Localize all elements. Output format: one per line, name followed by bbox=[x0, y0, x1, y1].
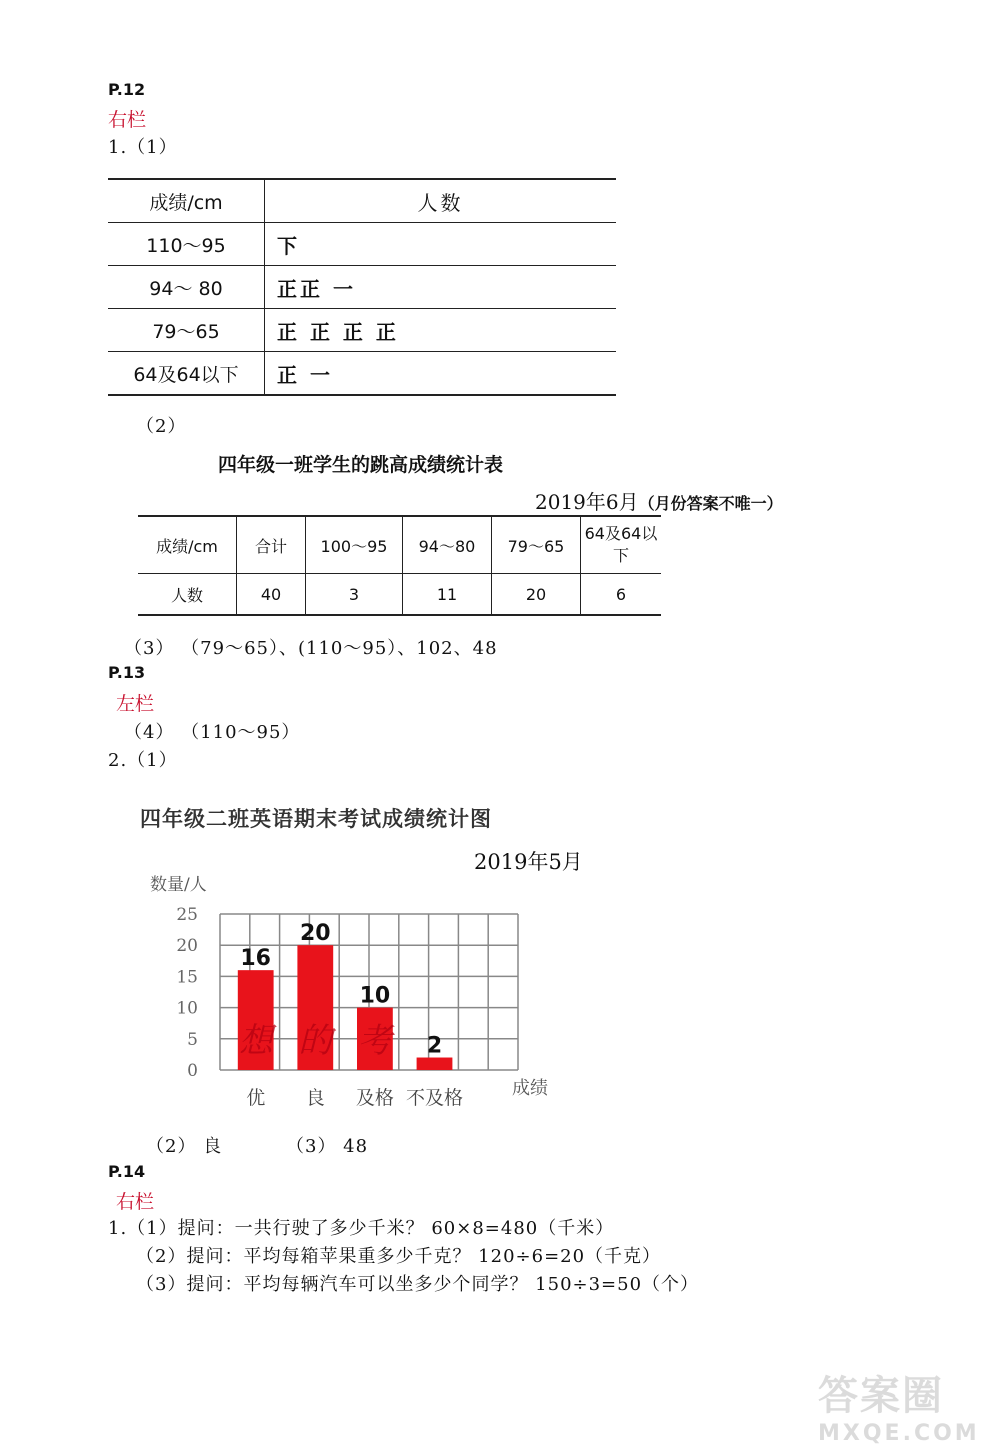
page-label-p13: P.13 bbox=[108, 663, 146, 682]
handwriting-mark: 的 bbox=[298, 1021, 333, 1061]
stat-header-cell: 79～65 bbox=[492, 516, 581, 574]
stat-value-cell: 40 bbox=[237, 574, 306, 616]
y-tick-label: 0 bbox=[187, 1061, 198, 1081]
tally-range: 79～65 bbox=[152, 320, 220, 343]
tally-marks: 正 一 bbox=[264, 352, 616, 394]
tally-row bbox=[108, 266, 616, 309]
stat-value-cell: 11 bbox=[403, 574, 492, 616]
stat-value-cell: 20 bbox=[492, 574, 581, 616]
watermark-logo bbox=[818, 1364, 990, 1448]
chart-y-ticks bbox=[176, 905, 198, 1081]
chart-bars bbox=[238, 921, 453, 1070]
stat-date-text: 2019年6月 bbox=[535, 490, 639, 514]
tally-header-count: 人数 bbox=[264, 180, 616, 222]
page-label-p12: P.12 bbox=[108, 80, 146, 99]
answer-line-3: （3）提问：平均每辆汽车可以坐多少个同学？ 150÷3=50（个） bbox=[136, 1274, 700, 1295]
chart-y-label: 数量/人 bbox=[150, 875, 207, 895]
tally-marks: 下 bbox=[264, 223, 616, 265]
stat-header-cell: 合计 bbox=[237, 516, 306, 574]
stat-table-date bbox=[535, 486, 783, 515]
answer-line-2: （2）提问：平均每箱苹果重多少千克？ 120÷6=20（千克） bbox=[136, 1246, 662, 1267]
stat-table-title: 四年级一班学生的跳高成绩统计表 bbox=[218, 454, 504, 476]
chart-x-label: 成绩 bbox=[512, 1078, 548, 1099]
stat-row-label: 人数 bbox=[138, 574, 237, 616]
chart-date: 2019年5月 bbox=[474, 850, 583, 874]
bar-value-label: 16 bbox=[240, 946, 272, 972]
stat-table bbox=[138, 515, 661, 616]
question-2-2: （2） 良 bbox=[146, 1136, 223, 1157]
page-label-p14: P.14 bbox=[108, 1162, 146, 1181]
bar-chart bbox=[140, 872, 580, 1122]
tally-range: 110～95 bbox=[146, 234, 226, 257]
tally-row bbox=[108, 352, 616, 396]
bar-value-label: 10 bbox=[359, 983, 391, 1009]
watermark-text: 答案圈 bbox=[818, 1373, 944, 1419]
chart-title: 四年级二班英语期末考试成绩统计图 bbox=[140, 807, 492, 831]
tally-header-row bbox=[108, 178, 616, 223]
question-1-4: （4） （110～95） bbox=[124, 722, 301, 743]
column-label-right-p14: 右栏 bbox=[116, 1191, 155, 1213]
chart-x-categories bbox=[246, 1087, 463, 1109]
tally-header-score: 成绩/cm bbox=[149, 191, 223, 214]
tally-range: 94～ 80 bbox=[149, 277, 223, 300]
stat-date-note: （月份答案不唯一） bbox=[638, 494, 783, 513]
question-2-1: 2.（1） bbox=[108, 750, 178, 771]
stat-header-cell: 成绩/cm bbox=[138, 516, 237, 574]
handwriting-mark: 考 bbox=[357, 1021, 392, 1061]
bar bbox=[417, 1058, 453, 1070]
tally-row bbox=[108, 309, 616, 352]
handwriting-mark: 想 bbox=[238, 1021, 273, 1061]
question-1-3: （3） （79～65）、(110～95）、102、48 bbox=[124, 638, 498, 659]
x-category-label: 优 bbox=[246, 1087, 266, 1109]
y-tick-label: 5 bbox=[187, 1029, 198, 1050]
stat-header-cell: 94～80 bbox=[403, 516, 492, 574]
answer-line-1: 1.（1）提问：一共行驶了多少千米？ 60×8=480（千米） bbox=[108, 1218, 615, 1239]
stat-header-cell: 100～95 bbox=[306, 516, 403, 574]
y-tick-label: 10 bbox=[176, 998, 198, 1019]
column-label-left: 左栏 bbox=[116, 693, 155, 715]
tally-range: 64及64以下 bbox=[133, 363, 239, 386]
x-category-label: 不及格 bbox=[405, 1087, 464, 1109]
stat-header-cell: 64及64以下 bbox=[581, 516, 662, 574]
y-tick-label: 25 bbox=[176, 905, 198, 925]
tally-marks: 正 正 正 正 bbox=[264, 309, 616, 351]
y-tick-label: 15 bbox=[176, 967, 198, 988]
y-tick-label: 20 bbox=[176, 936, 198, 957]
x-category-label: 良 bbox=[305, 1087, 325, 1109]
watermark-url: MXQE.COM bbox=[818, 1421, 980, 1446]
question-1-1: 1.（1） bbox=[108, 137, 178, 158]
stat-value-cell: 6 bbox=[581, 574, 662, 616]
tally-marks: 正正 一 bbox=[264, 266, 616, 308]
tally-row bbox=[108, 223, 616, 266]
stat-value-cell: 3 bbox=[306, 574, 403, 616]
column-label-right: 右栏 bbox=[108, 109, 147, 131]
bar-value-label: 20 bbox=[299, 921, 331, 947]
question-1-2: （2） bbox=[136, 416, 187, 437]
bar-value-label: 2 bbox=[426, 1033, 443, 1059]
x-category-label: 及格 bbox=[355, 1087, 394, 1109]
tally-table bbox=[108, 178, 616, 396]
question-2-3: （3） 48 bbox=[286, 1136, 369, 1157]
